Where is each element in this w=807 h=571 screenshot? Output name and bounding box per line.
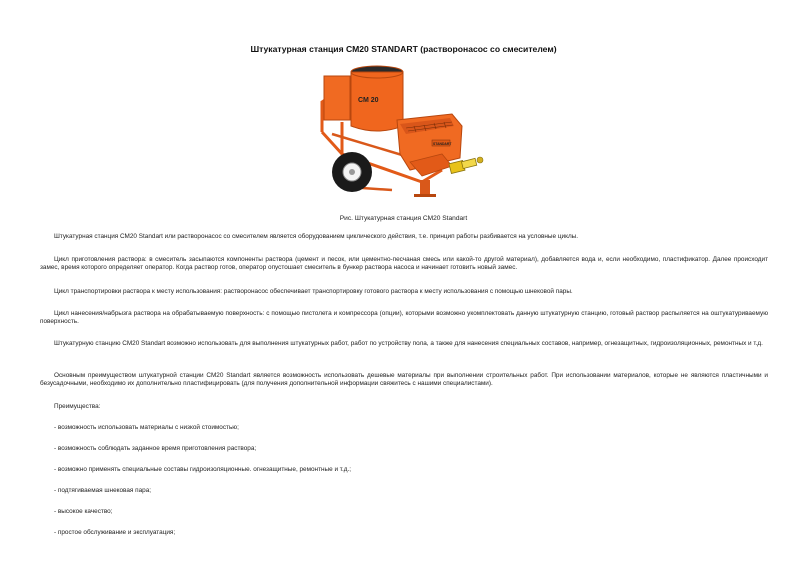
paragraph-mixing-cycle: Цикл приготовления раствора: в смеситель засыпаются компоненты раствора (цемент и песок, или цементно-песчаная смесь или какой-то другой материал), добавляется вода и, если необходимо, пластификатор. Далее происходит замес, время которого определяет оператор. Когда раствор готов, оператор опустошает смеситель в бункер раствора насоса и начинает готовить новый замес. <box>40 256 768 271</box>
paragraph-intro: Штукатурная станция СМ20 Standart или растворонасос со смесителем является оборудованием циклического действия, т.е. принцип работы разбивается на условные циклы. <box>54 233 579 240</box>
product-figure <box>302 62 502 210</box>
plastering-station-image <box>302 62 502 210</box>
advantages-heading: Преимущества: <box>54 403 101 410</box>
document-title: Штукатурная станция СМ20 STANDART (растворонасос со смесителем) <box>250 44 557 54</box>
paragraph-advantage: Основным преимуществом штукатурной станции СМ20 Standart является возможность использовать дешевые материалы при выполнении строительных работ. При использовании материалов, которые не являются пластичными и безусадочными, необходимо их дополнительно пластифицировать (для получения дополнительной информации свяжитесь с нашими специалистами). <box>40 372 768 387</box>
advantage-item: - простое обслуживание и эксплуатация; <box>54 529 176 536</box>
advantage-item: - возможность использовать материалы с низкой стоимостью; <box>54 424 239 431</box>
figure-caption: Рис. Штукатурная станция СМ20 Standart <box>339 215 468 222</box>
side-label: STANDART <box>433 142 452 146</box>
advantage-item: - подтягиваемая шнековая пара; <box>54 487 152 494</box>
paragraph-usage: Штукатурную станцию СМ20 Standart возможно использовать для выполнения штукатурных работ, работ по устройству пола, а также для нанесения специальных составов, например, огнезащитных, гидроизоляционных, ремонтных и т.д. <box>54 340 763 347</box>
advantage-item: - возможно применять специальные составы гидроизоляционные. огнезащитные, ремонтные и т.д.; <box>54 466 352 473</box>
paragraph-spraying-cycle: Цикл нанесения/набрызга раствора на обрабатываемую поверхность: с помощью пистолета и компрессора (опции), которыми возможно укомплектовать данную штукатурную станцию, готовый раствор распыляется на оштукатуриваемую поверхность. <box>40 310 768 325</box>
paragraph-transport-cycle: Цикл транспортировки раствора к месту использования: растворонасос обеспечивает транспортировку готового раствора к месту использования с помощью шнековой пары. <box>54 288 573 295</box>
advantage-item: - возможность соблюдать заданное время приготовления раствора; <box>54 445 257 452</box>
machine-label: СМ 20 <box>358 97 379 104</box>
advantage-item: - высокое качество; <box>54 508 113 515</box>
